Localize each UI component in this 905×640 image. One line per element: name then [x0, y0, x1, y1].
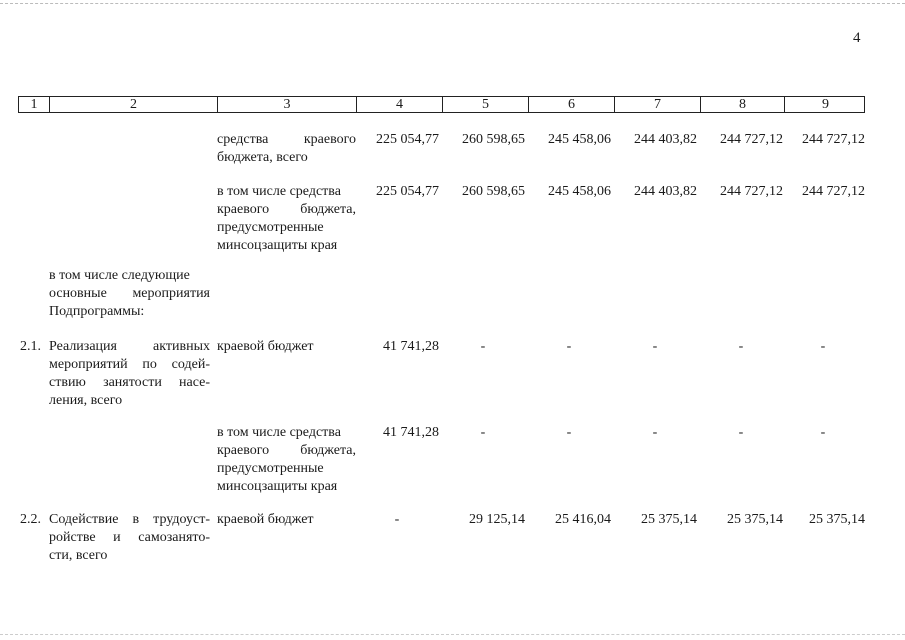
row-name — [49, 267, 210, 321]
row-source — [217, 131, 356, 167]
row-source-line: средства краевого — [217, 132, 356, 147]
header-col-8: 8 — [701, 97, 785, 112]
scan-edge-top — [0, 3, 905, 5]
row-name-line: основные мероприятия — [49, 286, 210, 301]
header-col-3: 3 — [218, 97, 357, 112]
row-source — [217, 424, 356, 496]
row-value-col8: 25 375,14 — [727, 512, 783, 527]
header-col-9: 9 — [822, 97, 829, 112]
row-source-line: в том числе средства — [217, 425, 341, 440]
row-number: 2.1. — [20, 339, 41, 354]
row-number: 2.2. — [20, 512, 41, 527]
row-name-line: мероприятий по содей- — [49, 357, 210, 372]
row-name-line: Содействие в трудоуст- — [49, 512, 210, 527]
row-name-line: сти, всего — [49, 548, 108, 563]
header-col-2: 2 — [50, 97, 218, 112]
row-source-line: минсоцзащиты края — [217, 479, 338, 494]
row-value-col7: - — [652, 425, 658, 440]
row-value-col5: 29 125,14 — [469, 512, 525, 527]
row-value-col7: 244 403,82 — [634, 184, 697, 199]
row-source-line: краевого бюджета, — [217, 202, 356, 217]
row-value-col4: 225 054,77 — [376, 184, 439, 199]
page-number: 4 — [853, 30, 861, 46]
row-value-col9: - — [820, 339, 826, 354]
row-source-line: краевого бюджета, — [217, 443, 356, 458]
row-value-col4: 41 741,28 — [383, 339, 439, 354]
row-source-line: краевой бюджет — [217, 339, 314, 354]
row-source-line: в том числе средства — [217, 184, 341, 199]
row-value-col4: 41 741,28 — [383, 425, 439, 440]
header-col-4: 4 — [357, 97, 443, 112]
row-name-line: Подпрограммы: — [49, 304, 145, 319]
row-value-col5: - — [480, 425, 486, 440]
row-value-col5: 260 598,65 — [462, 132, 525, 147]
row-value-col6: - — [566, 425, 572, 440]
row-value-col8: 244 727,12 — [720, 132, 783, 147]
row-value-col8: - — [738, 425, 744, 440]
row-value-col9: 25 375,14 — [809, 512, 865, 527]
header-col-5: 5 — [443, 97, 529, 112]
header-col-6: 6 — [529, 97, 615, 112]
row-value-col4: - — [394, 512, 400, 527]
row-value-col6: 25 416,04 — [555, 512, 611, 527]
row-name-line: ройстве и самозанято- — [49, 530, 210, 545]
row-source-line: предусмотренные — [217, 220, 324, 235]
row-name — [49, 511, 210, 565]
row-value-col6: 245 458,06 — [548, 132, 611, 147]
row-source-line: краевой бюджет — [217, 512, 314, 527]
header-col-7: 7 — [615, 97, 701, 112]
row-name-line: ствию занятости насе- — [49, 375, 210, 390]
row-name-line: ления, всего — [49, 393, 123, 408]
table-header-row — [18, 96, 865, 113]
row-value-col6: 245 458,06 — [548, 184, 611, 199]
row-source-line: минсоцзащиты края — [217, 238, 338, 253]
row-value-col6: - — [566, 339, 572, 354]
row-value-col7: - — [652, 339, 658, 354]
row-name-line: Реализация активных — [49, 339, 210, 354]
row-source — [217, 511, 356, 529]
row-value-col9: - — [820, 425, 826, 440]
row-value-col8: - — [738, 339, 744, 354]
row-source-line: предусмотренные — [217, 461, 324, 476]
scan-edge-bottom — [0, 634, 905, 636]
row-value-col4: 225 054,77 — [376, 132, 439, 147]
row-value-col7: 244 403,82 — [634, 132, 697, 147]
row-source-line: бюджета, всего — [217, 150, 308, 165]
row-value-col5: - — [480, 339, 486, 354]
header-col-1: 1 — [19, 97, 50, 112]
row-name — [49, 338, 210, 410]
row-source — [217, 338, 356, 356]
row-value-col9: 244 727,12 — [802, 132, 865, 147]
row-value-col8: 244 727,12 — [720, 184, 783, 199]
row-value-col7: 25 375,14 — [641, 512, 697, 527]
row-source — [217, 183, 356, 255]
row-value-col9: 244 727,12 — [802, 184, 865, 199]
row-name-line: в том числе следующие — [49, 268, 190, 283]
row-value-col5: 260 598,65 — [462, 184, 525, 199]
